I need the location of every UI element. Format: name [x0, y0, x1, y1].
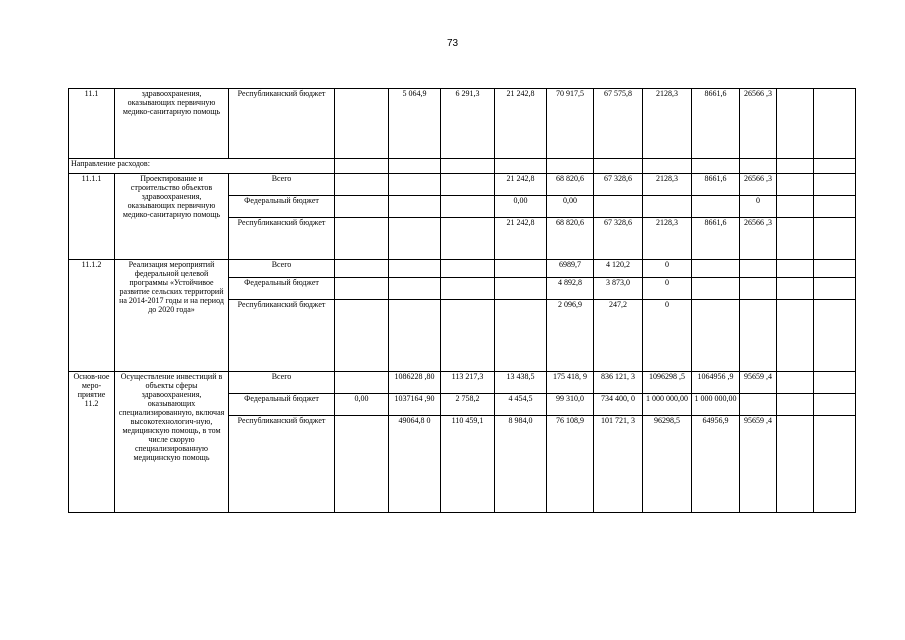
- value-cell: 21 242,8: [495, 174, 547, 196]
- value-cell: [389, 278, 441, 300]
- value-cell: 0: [740, 196, 777, 218]
- value-cell: 0: [643, 278, 692, 300]
- value-cell: 68 820,6: [547, 218, 594, 260]
- value-cell: [814, 196, 856, 218]
- value-cell: 26566 ,3: [740, 218, 777, 260]
- value-cell: 13 438,5: [495, 372, 547, 394]
- value-cell: [814, 300, 856, 372]
- value-cell: [692, 260, 740, 278]
- value-cell: 26566 ,3: [740, 174, 777, 196]
- value-cell: 99 310,0: [547, 394, 594, 416]
- value-cell: [495, 300, 547, 372]
- value-cell: 1086228 ,80: [389, 372, 441, 394]
- row-number: 11.1.1: [69, 174, 115, 260]
- value-cell: 67 328,6: [594, 174, 643, 196]
- row-number: 11.1.2: [69, 260, 115, 372]
- value-cell: 6989,7: [547, 260, 594, 278]
- value-cell: [814, 174, 856, 196]
- value-cell: [814, 260, 856, 278]
- table-row: [69, 174, 856, 196]
- row-name: Осуществление инвестиций в объекты сферы здравоохранения, оказывающих специализированную, включая высокотехнологич-ную, медицинскую помощь, в том числе скорую специализированную медицинскую помощь: [115, 372, 229, 513]
- value-cell: 68 820,6: [547, 174, 594, 196]
- value-cell: [692, 278, 740, 300]
- value-cell: [335, 278, 389, 300]
- value-cell: [814, 278, 856, 300]
- value-cell: [740, 260, 777, 278]
- value-cell: [495, 260, 547, 278]
- value-cell: 8661,6: [692, 174, 740, 196]
- value-cell: [814, 372, 856, 394]
- value-cell: [441, 218, 495, 260]
- value-cell: 0,00: [495, 196, 547, 218]
- value-cell: 95659 ,4: [740, 416, 777, 513]
- row-name: Проектирование и строительство объектов здравоохранения, оказывающих первичную медико-санитарную помощь: [115, 174, 229, 260]
- value-cell: 101 721, 3: [594, 416, 643, 513]
- value-cell: [777, 372, 814, 394]
- funding-source: Всего: [229, 174, 335, 196]
- budget-table: [68, 88, 856, 513]
- value-cell: 64956,9: [692, 416, 740, 513]
- value-cell: [441, 196, 495, 218]
- value-cell: [389, 300, 441, 372]
- value-cell: 21 242,8: [495, 218, 547, 260]
- value-cell: [441, 260, 495, 278]
- value-cell: 0,00: [547, 196, 594, 218]
- value-cell: [777, 278, 814, 300]
- value-cell: [777, 196, 814, 218]
- value-cell: 4 120,2: [594, 260, 643, 278]
- row-number: 11.1: [69, 89, 115, 159]
- funding-source: Федеральный бюджет: [229, 278, 335, 300]
- value-cell: 2128,3: [643, 174, 692, 196]
- value-cell: [777, 394, 814, 416]
- row-name: здравоохранения, оказывающих первичную медико-санитарную помощь: [115, 89, 229, 159]
- value-cell: 26566 ,3: [740, 89, 777, 159]
- funding-source: Республиканский бюджет: [229, 89, 335, 159]
- value-cell: 1 000 000,00: [643, 394, 692, 416]
- value-cell: 0,00: [335, 394, 389, 416]
- value-cell: 8661,6: [692, 89, 740, 159]
- value-cell: [777, 300, 814, 372]
- funding-source: Республиканский бюджет: [229, 416, 335, 513]
- value-cell: 0: [643, 260, 692, 278]
- value-cell: 2128,3: [643, 89, 692, 159]
- value-cell: [814, 218, 856, 260]
- value-cell: [389, 260, 441, 278]
- value-cell: [740, 278, 777, 300]
- value-cell: 3 873,0: [594, 278, 643, 300]
- value-cell: [335, 372, 389, 394]
- value-cell: [335, 174, 389, 196]
- value-cell: [777, 218, 814, 260]
- value-cell: 5 064,9: [389, 89, 441, 159]
- value-cell: 175 418, 9: [547, 372, 594, 394]
- table-row: [69, 89, 856, 159]
- value-cell: [335, 89, 389, 159]
- value-cell: [740, 394, 777, 416]
- row-number: Основ-ное меро-приятие 11.2: [69, 372, 115, 513]
- value-cell: [777, 89, 814, 159]
- page-number: 73: [446, 38, 459, 49]
- row-name: Реализация мероприятий федеральной целевой программы «Устойчивое развитие сельских территорий на 2014-2017 годы и на период до 2020 года»: [115, 260, 229, 372]
- funding-source: Всего: [229, 260, 335, 278]
- value-cell: [692, 196, 740, 218]
- value-cell: 2 096,9: [547, 300, 594, 372]
- value-cell: [441, 278, 495, 300]
- funding-source: Федеральный бюджет: [229, 196, 335, 218]
- value-cell: [335, 196, 389, 218]
- value-cell: [692, 300, 740, 372]
- value-cell: [389, 174, 441, 196]
- value-cell: 67 575,8: [594, 89, 643, 159]
- value-cell: [777, 174, 814, 196]
- value-cell: 734 400, 0: [594, 394, 643, 416]
- table-row: [69, 372, 856, 394]
- value-cell: 96298,5: [643, 416, 692, 513]
- value-cell: 95659 ,4: [740, 372, 777, 394]
- value-cell: [335, 260, 389, 278]
- value-cell: [814, 416, 856, 513]
- value-cell: 110 459,1: [441, 416, 495, 513]
- value-cell: [335, 416, 389, 513]
- funding-source: Всего: [229, 372, 335, 394]
- funding-source: Республиканский бюджет: [229, 218, 335, 260]
- value-cell: 113 217,3: [441, 372, 495, 394]
- funding-source: Федеральный бюджет: [229, 394, 335, 416]
- value-cell: [495, 278, 547, 300]
- value-cell: 6 291,3: [441, 89, 495, 159]
- value-cell: 4 454,5: [495, 394, 547, 416]
- value-cell: [389, 196, 441, 218]
- value-cell: [389, 218, 441, 260]
- value-cell: 247,2: [594, 300, 643, 372]
- funding-source: Республиканский бюджет: [229, 300, 335, 372]
- value-cell: 21 242,8: [495, 89, 547, 159]
- value-cell: [740, 300, 777, 372]
- value-cell: 67 328,6: [594, 218, 643, 260]
- value-cell: 1096298 ,5: [643, 372, 692, 394]
- value-cell: 8 984,0: [495, 416, 547, 513]
- value-cell: 836 121, 3: [594, 372, 643, 394]
- value-cell: 2 758,2: [441, 394, 495, 416]
- value-cell: 1037164 ,90: [389, 394, 441, 416]
- value-cell: [335, 300, 389, 372]
- value-cell: 76 108,9: [547, 416, 594, 513]
- value-cell: 1064956 ,9: [692, 372, 740, 394]
- value-cell: [335, 218, 389, 260]
- value-cell: 49064,8 0: [389, 416, 441, 513]
- value-cell: [777, 416, 814, 513]
- value-cell: [814, 89, 856, 159]
- section-note: Направление расходов:: [69, 159, 335, 174]
- value-cell: 70 917,5: [547, 89, 594, 159]
- value-cell: 0: [643, 300, 692, 372]
- value-cell: [777, 260, 814, 278]
- value-cell: 1 000 000,00: [692, 394, 740, 416]
- value-cell: [441, 300, 495, 372]
- value-cell: 2128,3: [643, 218, 692, 260]
- value-cell: [814, 394, 856, 416]
- value-cell: [643, 196, 692, 218]
- value-cell: [594, 196, 643, 218]
- table-row: [69, 260, 856, 278]
- value-cell: 8661,6: [692, 218, 740, 260]
- value-cell: [441, 174, 495, 196]
- section-note-row: [69, 159, 856, 174]
- value-cell: 4 892,8: [547, 278, 594, 300]
